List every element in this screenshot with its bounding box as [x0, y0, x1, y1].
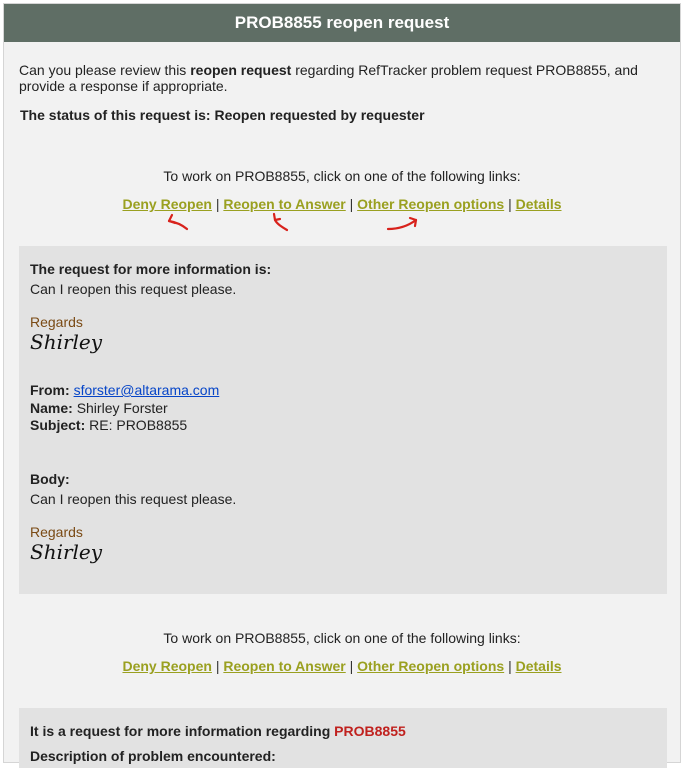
- link-separator: |: [508, 658, 512, 674]
- deny-reopen-link[interactable]: Deny Reopen: [122, 196, 212, 212]
- link-separator: |: [215, 196, 220, 212]
- reopen-to-answer-link[interactable]: Reopen to Answer: [223, 196, 346, 212]
- details-link[interactable]: Details: [515, 196, 562, 212]
- problem-info-panel: [19, 708, 667, 768]
- red-arrow-icon: [263, 211, 303, 235]
- request-info-heading: The request for more information is:: [30, 261, 272, 277]
- subject-row: [30, 417, 187, 433]
- reopen-to-answer-link[interactable]: Reopen to Answer: [223, 658, 346, 674]
- intro-bold: reopen request: [190, 62, 292, 78]
- intro-text: [19, 62, 659, 94]
- body-regards-text: Regards: [30, 524, 83, 540]
- deny-reopen-link[interactable]: Deny Reopen: [122, 658, 212, 674]
- problem-info-heading: [30, 723, 406, 739]
- name-value: Shirley Forster: [76, 400, 168, 416]
- action-links-bottom: [4, 658, 680, 674]
- regards-text: Regards: [30, 314, 83, 330]
- work-instruction-bottom: To work on PROB8855, click on one of the following links:: [163, 630, 521, 646]
- link-separator: |: [349, 658, 354, 674]
- from-row: [30, 382, 219, 398]
- signature: Shirley: [30, 330, 103, 354]
- problem-description-label: Description of problem encountered:: [30, 748, 276, 764]
- subject-value: RE: PROB8855: [89, 417, 188, 433]
- from-email-link[interactable]: sforster@altarama.com: [73, 382, 220, 398]
- body-label: Body:: [30, 471, 70, 487]
- work-instruction-top: To work on PROB8855, click on one of the following links:: [163, 168, 521, 184]
- intro-after: regarding RefTracker problem request PROB8855, and provide a response if appropriate.: [19, 62, 638, 94]
- body-message: Can I reopen this request please.: [30, 491, 237, 507]
- problem-id: PROB8855: [334, 723, 406, 739]
- red-arrow-icon: [159, 211, 199, 235]
- from-label: From:: [30, 382, 70, 398]
- link-separator: |: [349, 196, 354, 212]
- red-arrow-icon: [382, 211, 426, 235]
- request-info-panel: [19, 246, 667, 594]
- body-signature: Shirley: [30, 540, 103, 564]
- email-header: PROB8855 reopen request: [4, 4, 680, 42]
- other-reopen-options-link[interactable]: Other Reopen options: [357, 196, 505, 212]
- name-label: Name:: [30, 400, 73, 416]
- details-link[interactable]: Details: [515, 658, 562, 674]
- name-row: [30, 400, 168, 416]
- action-links-top: [4, 196, 680, 212]
- status-line: The status of this request is: Reopen requested by requester: [20, 107, 425, 123]
- subject-label: Subject:: [30, 417, 86, 433]
- intro-before: Can you please review this: [19, 62, 191, 78]
- other-reopen-options-link[interactable]: Other Reopen options: [357, 658, 505, 674]
- link-separator: |: [215, 658, 220, 674]
- email-frame: [3, 3, 681, 763]
- problem-heading-text: It is a request for more information regarding: [30, 723, 335, 739]
- request-message: Can I reopen this request please.: [30, 281, 237, 297]
- link-separator: |: [508, 196, 512, 212]
